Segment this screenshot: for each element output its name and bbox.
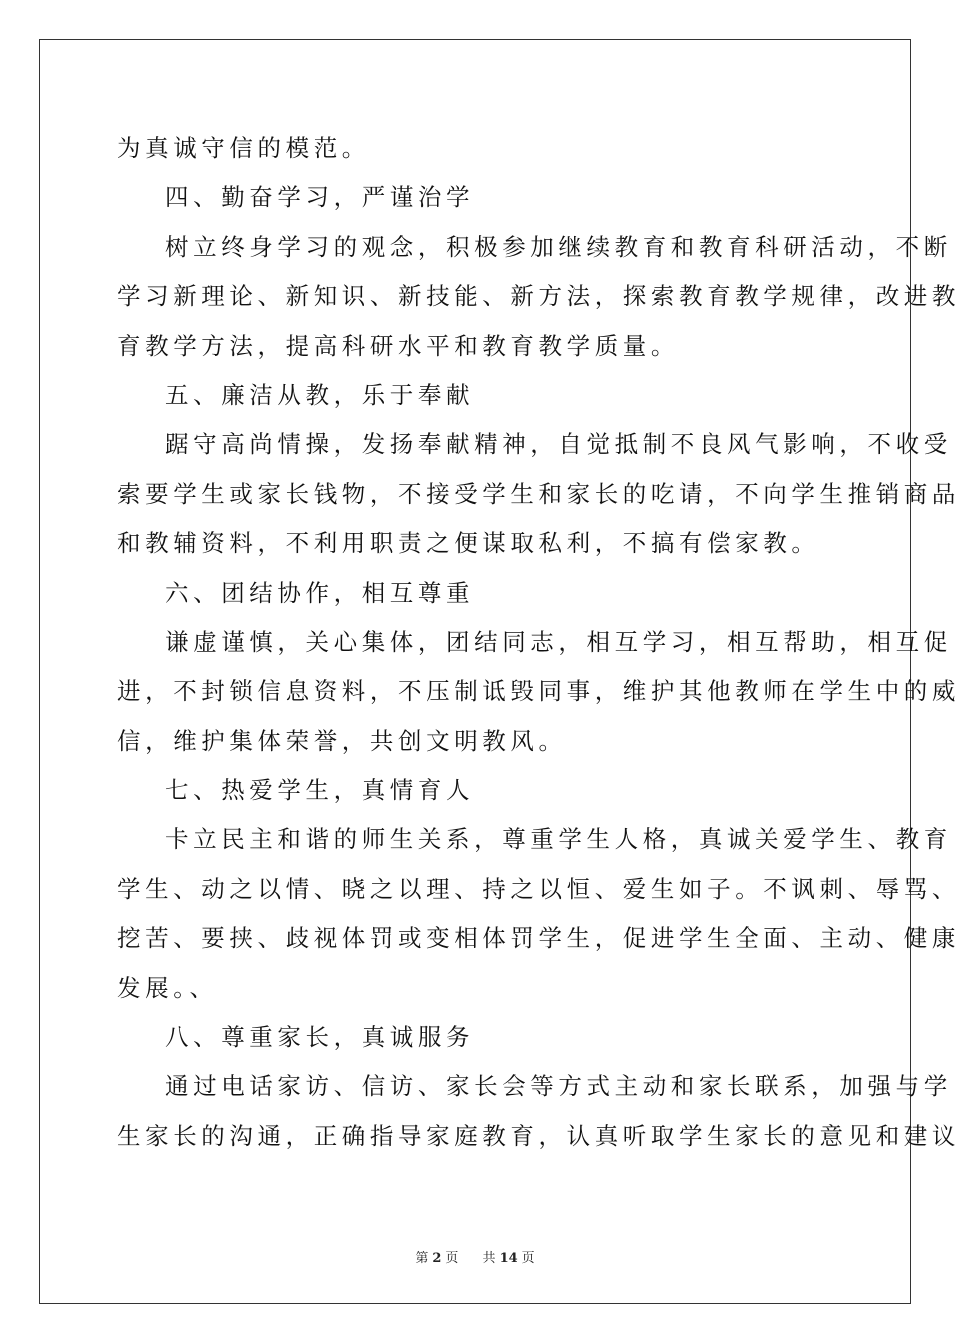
text-line: 信，维护集体荣誉，共创文明教风。 — [117, 726, 567, 755]
page-footer — [0, 1247, 950, 1266]
text-line: 树立终身学习的观念，积极参加继续教育和教育科研活动，不断 — [165, 232, 952, 261]
total-suffix: 页 — [521, 1251, 535, 1266]
text-line: 和教辅资料，不利用职责之便谋取私利，不搞有偿家教。 — [117, 529, 820, 558]
text-line: 进，不封锁信息资料，不压制诋毁同事，维护其他教师在学生中的威 — [117, 677, 960, 706]
text-line: 发展。、 — [117, 973, 218, 1002]
text-line: 学生、动之以情、晓之以理、持之以恒、爱生如子。不讽刺、辱骂、 — [117, 874, 960, 903]
section-heading: 六、团结协作，相互尊重 — [165, 578, 475, 607]
page-indicator — [413, 1251, 460, 1266]
page-number: 2 — [432, 1251, 442, 1266]
document-body — [117, 124, 960, 1161]
section-heading: 八、尊重家长，真诚服务 — [165, 1023, 475, 1052]
text-line: 挖苦、要挟、歧视体罚或变相体罚学生，促进学生全面、主动、健康 — [117, 924, 960, 953]
text-line: 索要学生或家长钱物，不接受学生和家长的吃请，不向学生推销商品 — [117, 479, 960, 508]
section-heading: 五、廉洁从教，乐于奉献 — [165, 380, 475, 409]
text-line: 为真诚守信的模范。 — [117, 134, 370, 162]
section-heading: 七、热爱学生，真情育人 — [165, 776, 475, 805]
page-suffix: 页 — [445, 1251, 459, 1266]
total-prefix: 共 — [482, 1251, 496, 1266]
text-line: 育教学方法，提高科研水平和教育教学质量。 — [117, 331, 679, 360]
text-line: 卡立民主和谐的师生关系，尊重学生人格，真诚关爱学生、教育 — [165, 825, 952, 854]
text-line: 踞守高尚情操，发扬奉献精神，自觉抵制不良风气影响，不收受 — [165, 430, 952, 459]
text-line: 生家长的沟通，正确指导家庭教育，认真听取学生家长的意见和建议 — [117, 1121, 960, 1150]
text-line: 通过电话家访、信访、家长会等方式主动和家长联系，加强与学 — [165, 1072, 952, 1101]
text-line: 学习新理论、新知识、新技能、新方法，探索教育教学规律，改进教 — [117, 282, 960, 311]
total-pages-indicator — [481, 1251, 537, 1266]
total-pages: 14 — [499, 1251, 518, 1266]
text-line: 谦虚谨慎，关心集体，团结同志，相互学习，相互帮助，相互促 — [165, 627, 952, 656]
section-heading: 四、勤奋学习，严谨治学 — [165, 183, 475, 212]
page-prefix: 第 — [415, 1251, 429, 1266]
